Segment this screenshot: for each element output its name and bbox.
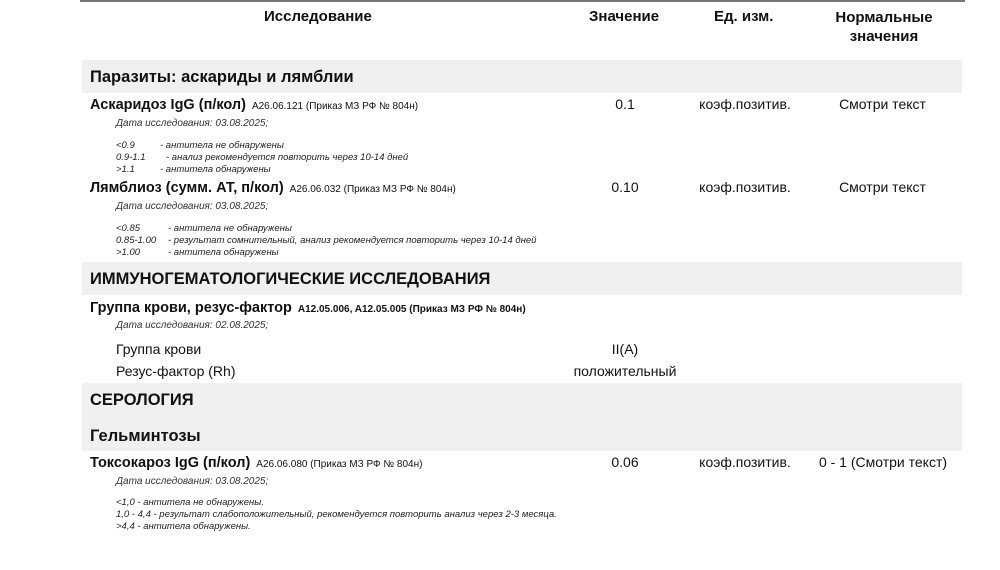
test-value: 0.10 <box>611 179 639 195</box>
test-name: Группа крови, резус-фактор <box>90 300 292 316</box>
test-code: A26.06.080 (Приказ МЗ РФ № 804н) <box>256 459 423 470</box>
section-band-serology <box>82 383 962 451</box>
test-notes <box>116 140 408 176</box>
column-header-norm-line2: значения <box>849 28 919 45</box>
note-range: 0.9-1.1 <box>116 152 146 163</box>
test-code: A26.06.032 (Приказ МЗ РФ № 804н) <box>289 184 456 195</box>
test-row-giardiasis <box>90 179 456 197</box>
note-text: >4,4 - антитела обнаружены. <box>116 521 251 532</box>
test-code: A12.05.006, A12.05.005 (Приказ МЗ РФ № 804н) <box>297 304 526 315</box>
test-date: Дата исследования: 03.08.2025; <box>116 476 269 487</box>
section-subtitle-helminthiases: Гельминтозы <box>90 427 201 445</box>
section-title-parasites: Паразиты: аскариды и лямблии <box>90 68 354 86</box>
column-header-study: Исследование <box>264 8 372 25</box>
test-value: 0.1 <box>615 96 635 112</box>
note-text: - антитела не обнаружены <box>160 140 284 151</box>
subrow-value-rh-factor: положительный <box>573 363 677 379</box>
column-header-value: Значение <box>589 8 660 25</box>
test-unit: коэф.позитив. <box>699 179 791 195</box>
top-rule <box>80 0 965 2</box>
test-norm: Смотри текст <box>839 96 926 112</box>
subrow-label-rh-factor: Резус-фактор (Rh) <box>116 363 236 379</box>
test-unit: коэф.позитив. <box>699 454 791 470</box>
note-text: <1,0 - антитела не обнаружены. <box>116 497 264 508</box>
test-date: Дата исследования: 02.08.2025; <box>116 320 269 331</box>
test-name: Аскаридоз IgG (п/кол) <box>90 97 246 113</box>
note-range: <0.9 <box>116 140 135 151</box>
subrow-value-blood-group: II(A) <box>611 341 639 357</box>
column-header-norm-line1: Нормальные <box>835 9 933 26</box>
column-header-norm <box>828 8 940 46</box>
test-norm: Смотри текст <box>839 179 926 195</box>
test-code: A26.06.121 (Приказ МЗ РФ № 804н) <box>251 101 419 112</box>
note-text: - антитела не обнаружены <box>168 223 292 234</box>
test-date: Дата исследования: 03.08.2025; <box>116 118 269 129</box>
test-date: Дата исследования: 03.08.2025; <box>116 201 269 212</box>
test-name: Лямблиоз (сумм. АТ, п/кол) <box>90 180 284 196</box>
test-row-ascaridosis <box>90 96 418 114</box>
note-range: <0.85 <box>116 223 141 234</box>
test-value: 0.06 <box>611 454 639 470</box>
test-notes <box>116 223 536 259</box>
section-title-serology: СЕРОЛОГИЯ <box>90 391 194 409</box>
note-text: - результат сомнительный, анализ рекомендуется повторить через 10-14 дней <box>168 235 537 246</box>
test-norm: 0 - 1 (Смотри текст) <box>818 454 948 470</box>
note-text: - антитела обнаружены <box>168 247 279 258</box>
note-text: 1,0 - 4,4 - результат слабоположительный, рекомендуется повторить анализ через 2-3 месяца. <box>116 509 557 520</box>
note-range: >1.1 <box>116 164 135 175</box>
test-row-blood-group <box>90 299 526 317</box>
section-title-immunohematology: ИММУНОГЕМАТОЛОГИЧЕСКИЕ ИССЛЕДОВАНИЯ <box>90 270 491 288</box>
note-text: - анализ рекомендуется повторить через 10-14 дней <box>166 152 409 163</box>
test-unit: коэф.позитив. <box>699 96 791 112</box>
test-name: Токсокароз IgG (п/кол) <box>90 455 251 471</box>
test-notes <box>116 497 557 533</box>
test-row-toxocariasis <box>90 454 422 472</box>
note-range: >1.00 <box>116 247 141 258</box>
subrow-label-blood-group: Группа крови <box>116 341 202 357</box>
column-header-unit: Ед. изм. <box>714 8 774 25</box>
note-range: 0.85-1.00 <box>116 235 157 246</box>
note-text: - антитела обнаружены <box>160 164 271 175</box>
